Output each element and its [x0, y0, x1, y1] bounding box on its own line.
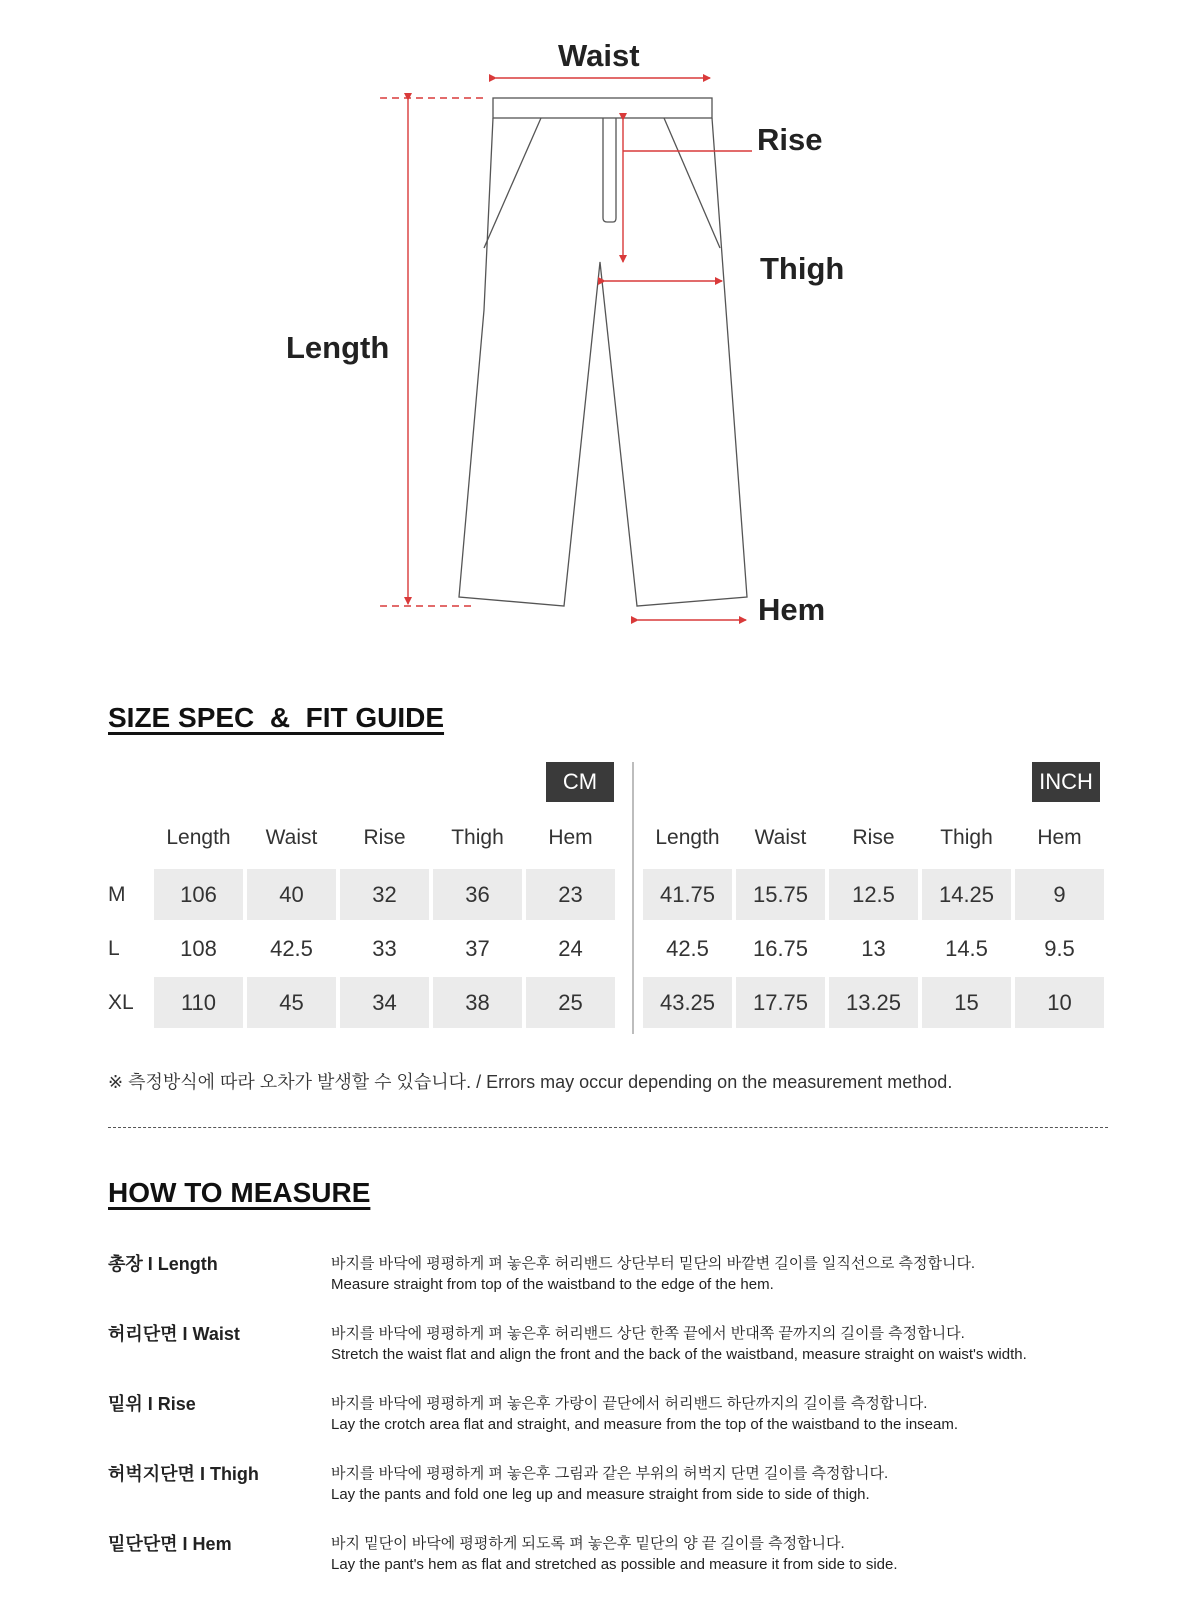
cm-cell: 24 [558, 936, 583, 961]
cm-header-waist: Waist [265, 826, 318, 849]
inch-cell: 14.25 [922, 869, 1011, 920]
pants-outline [459, 98, 747, 606]
length-label: Length [286, 330, 390, 365]
hem-label: Hem [758, 592, 826, 627]
thigh-label: Thigh [760, 251, 845, 286]
unit-badge-cm: CM [546, 762, 614, 802]
cm-cell: 110 [154, 977, 243, 1028]
measure-desc-en: Measure straight from top of the waistband to the edge of the hem. [331, 1276, 774, 1293]
cm-cell: 38 [433, 977, 522, 1028]
measure-name-waist: 허리단면 I Waist [108, 1324, 240, 1344]
cm-header-thigh: Thigh [451, 826, 504, 849]
cm-cell: 42.5 [270, 936, 313, 961]
inch-cell: 16.75 [752, 936, 809, 961]
inch-header-thigh: Thigh [940, 826, 993, 849]
inch-cell: 17.75 [736, 977, 825, 1028]
cm-cell: 37 [465, 936, 490, 961]
cm-cell: 34 [340, 977, 429, 1028]
inch-cell: 12.5 [829, 869, 918, 920]
size-label-l: L [108, 937, 120, 960]
how-to-measure-title: HOW TO MEASURE [108, 1177, 371, 1208]
unit-divider [632, 762, 634, 1034]
measure-desc-en: Lay the crotch area flat and straight, and measure from the top of the waistband to the inseam. [331, 1416, 959, 1433]
measure-desc-ko: 바지 밑단이 바닥에 평평하게 되도록 펴 놓은후 밑단의 양 끝 길이를 측정합니다. [331, 1535, 845, 1552]
cm-cell: 23 [526, 869, 615, 920]
inch-cell: 10 [1015, 977, 1104, 1028]
measure-name-hem: 밑단단면 I Hem [108, 1534, 232, 1554]
inch-cell: 14.5 [945, 936, 988, 961]
waist-label: Waist [558, 38, 640, 73]
size-spec-title: SIZE SPEC & FIT GUIDE [108, 702, 445, 733]
unit-badge-inch: INCH [1032, 762, 1100, 802]
pants-measurement-diagram [0, 0, 1200, 650]
inch-header-hem: Hem [1037, 826, 1082, 849]
measure-desc-en: Lay the pant's hem as flat and stretched as possible and measure it from side to side. [331, 1556, 898, 1573]
cm-cell: 32 [340, 869, 429, 920]
size-label-xl: XL [108, 991, 134, 1014]
inch-cell: 15 [922, 977, 1011, 1028]
section-divider [108, 1127, 1108, 1128]
inch-cell: 15.75 [736, 869, 825, 920]
cm-cell: 108 [180, 936, 217, 961]
inch-cell: 9.5 [1044, 936, 1075, 961]
measure-name-length: 총장 I Length [108, 1254, 218, 1274]
inch-cell: 42.5 [666, 936, 709, 961]
measure-desc-ko: 바지를 바닥에 평평하게 펴 놓은후 그림과 같은 부위의 허벅지 단면 길이를 측정합니다. [331, 1465, 889, 1482]
inch-cell: 9 [1015, 869, 1104, 920]
inch-cell: 13.25 [829, 977, 918, 1028]
cm-cell: 25 [526, 977, 615, 1028]
inch-header-waist: Waist [754, 826, 807, 849]
cm-header-hem: Hem [548, 826, 593, 849]
cm-cell: 33 [372, 936, 397, 961]
measure-desc-ko: 바지를 바닥에 평평하게 펴 놓은후 허리밴드 상단부터 밑단의 바깥변 길이를 일직선으로 측정합니다. [331, 1255, 976, 1272]
measure-desc-ko: 바지를 바닥에 평평하게 펴 놓은후 가랑이 끝단에서 허리밴드 하단까지의 길이를 측정합니다. [331, 1395, 928, 1412]
inch-cell: 41.75 [643, 869, 732, 920]
measure-desc-en: Lay the pants and fold one leg up and measure straight from side to side of thigh. [331, 1486, 870, 1503]
cm-header-length: Length [166, 826, 231, 849]
inch-header-length: Length [655, 826, 720, 849]
inch-cell: 43.25 [643, 977, 732, 1028]
size-label-m: M [108, 883, 126, 906]
cm-cell: 40 [247, 869, 336, 920]
cm-cell: 45 [247, 977, 336, 1028]
measure-name-thigh: 허벅지단면 I Thigh [108, 1464, 259, 1484]
measure-name-rise: 밑위 I Rise [108, 1394, 196, 1414]
rise-label: Rise [757, 122, 823, 157]
inch-cell: 13 [861, 936, 886, 961]
cm-cell: 36 [433, 869, 522, 920]
measurement-error-note: ※ 측정방식에 따라 오차가 발생할 수 있습니다. / Errors may occur depending on the measurement method. [108, 1072, 953, 1092]
cm-cell: 106 [154, 869, 243, 920]
cm-header-rise: Rise [363, 826, 406, 849]
measure-desc-en: Stretch the waist flat and align the front and the back of the waistband, measure straight on waist's width. [331, 1346, 1027, 1363]
inch-header-rise: Rise [852, 826, 895, 849]
measure-desc-ko: 바지를 바닥에 평평하게 펴 놓은후 허리밴드 상단 한쪽 끝에서 반대쪽 끝까지의 길이를 측정합니다. [331, 1325, 965, 1342]
